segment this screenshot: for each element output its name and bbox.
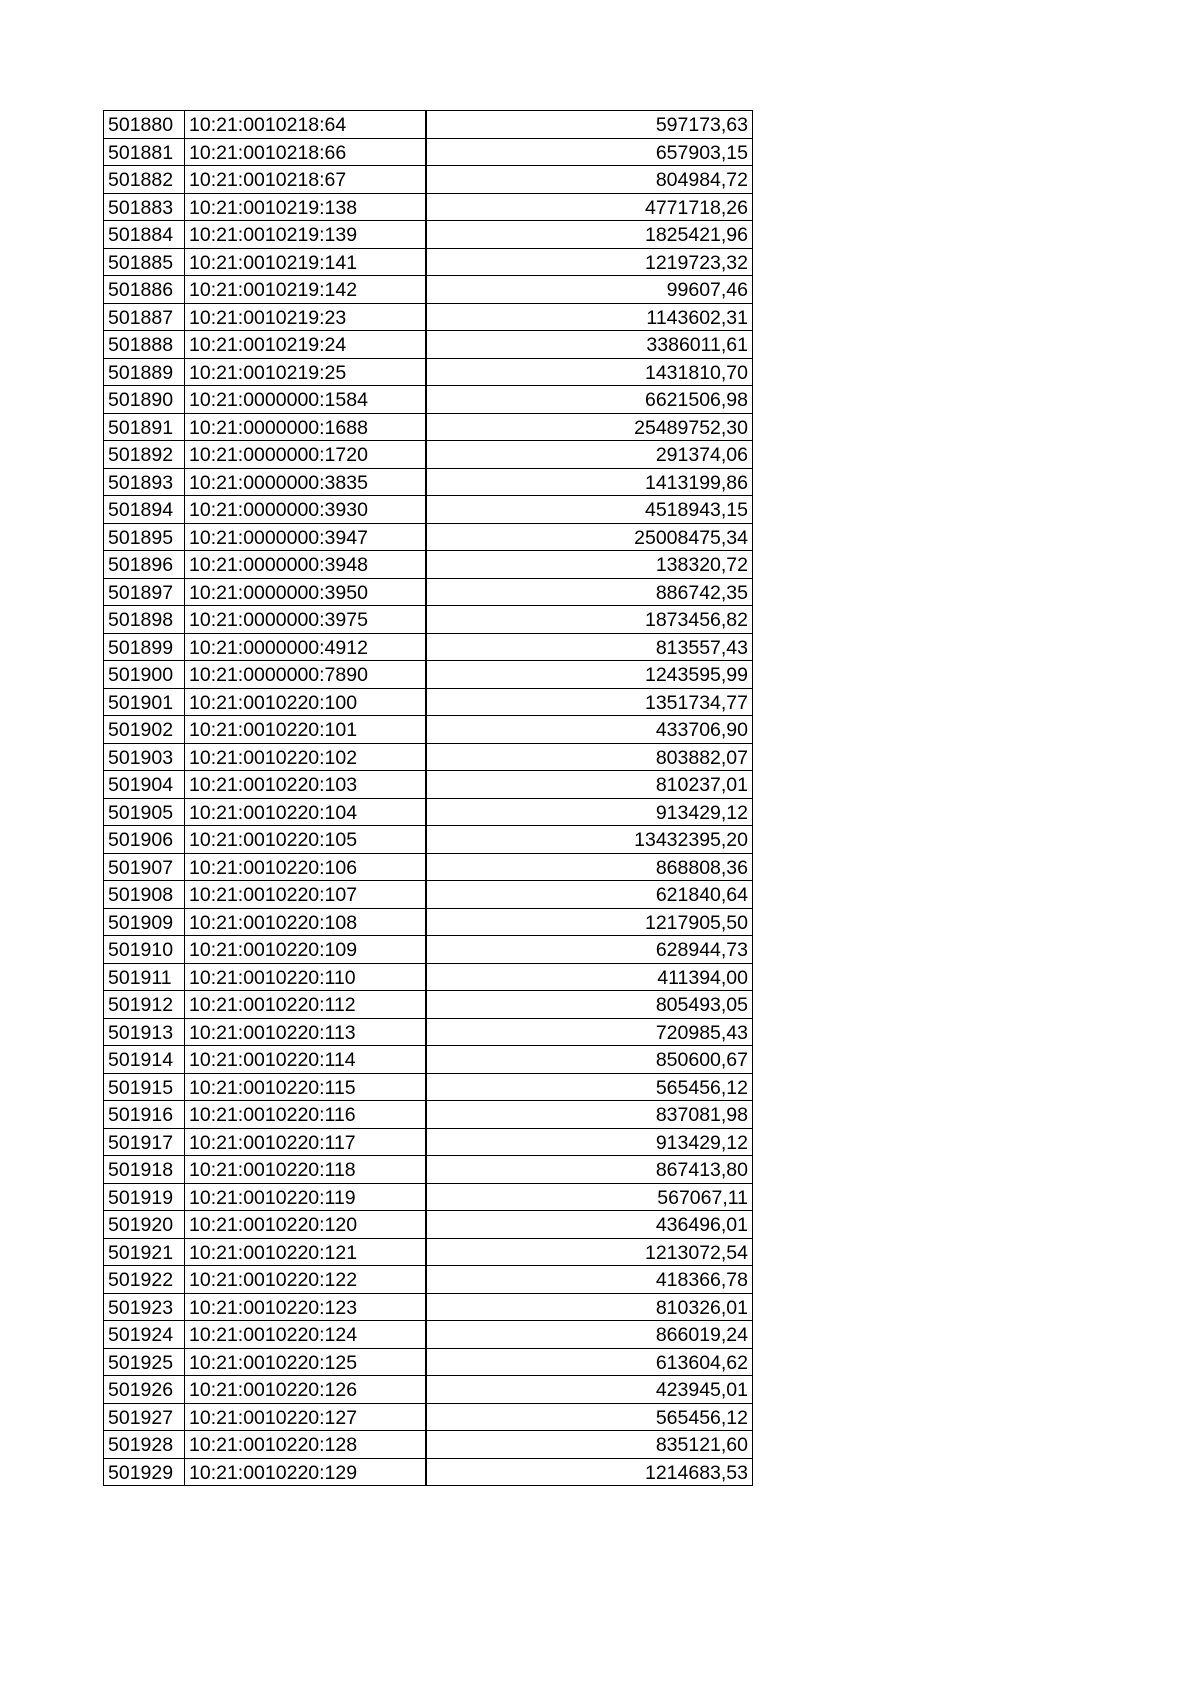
cadastral-number-cell: 10:21:0000000:3835 <box>185 468 426 496</box>
row-number-cell: 501899 <box>104 633 185 661</box>
value-cell: 886742,35 <box>426 578 753 606</box>
row-number-cell: 501902 <box>104 716 185 744</box>
table-row <box>104 743 753 771</box>
table-row <box>104 963 753 991</box>
value-cell: 1217905,50 <box>426 908 753 936</box>
table-row <box>104 523 753 551</box>
value-cell: 25008475,34 <box>426 523 753 551</box>
table-row <box>104 551 753 579</box>
cadastral-number-cell: 10:21:0010219:139 <box>185 221 426 249</box>
row-number-cell: 501915 <box>104 1073 185 1101</box>
value-cell: 810326,01 <box>426 1293 753 1321</box>
value-cell: 25489752,30 <box>426 413 753 441</box>
row-number-cell: 501923 <box>104 1293 185 1321</box>
value-cell: 621840,64 <box>426 881 753 909</box>
table-row <box>104 1156 753 1184</box>
value-cell: 423945,01 <box>426 1376 753 1404</box>
data-table <box>103 110 753 1486</box>
table-row <box>104 1431 753 1459</box>
value-cell: 6621506,98 <box>426 386 753 414</box>
cadastral-number-cell: 10:21:0000000:3947 <box>185 523 426 551</box>
cadastral-number-cell: 10:21:0010219:25 <box>185 358 426 386</box>
table-row <box>104 496 753 524</box>
table-row <box>104 1183 753 1211</box>
value-cell: 813557,43 <box>426 633 753 661</box>
value-cell: 868808,36 <box>426 853 753 881</box>
value-cell: 850600,67 <box>426 1046 753 1074</box>
cadastral-number-cell: 10:21:0000000:3930 <box>185 496 426 524</box>
row-number-cell: 501908 <box>104 881 185 909</box>
row-number-cell: 501926 <box>104 1376 185 1404</box>
value-cell: 835121,60 <box>426 1431 753 1459</box>
value-cell: 597173,63 <box>426 111 753 139</box>
cadastral-number-cell: 10:21:0010220:108 <box>185 908 426 936</box>
value-cell: 567067,11 <box>426 1183 753 1211</box>
table-row <box>104 1238 753 1266</box>
cadastral-number-cell: 10:21:0010218:64 <box>185 111 426 139</box>
table-row <box>104 166 753 194</box>
row-number-cell: 501890 <box>104 386 185 414</box>
cadastral-number-cell: 10:21:0010220:118 <box>185 1156 426 1184</box>
table-row <box>104 633 753 661</box>
value-cell: 628944,73 <box>426 936 753 964</box>
table-row <box>104 276 753 304</box>
table-row <box>104 1458 753 1486</box>
table-row <box>104 578 753 606</box>
value-cell: 411394,00 <box>426 963 753 991</box>
row-number-cell: 501892 <box>104 441 185 469</box>
row-number-cell: 501893 <box>104 468 185 496</box>
row-number-cell: 501891 <box>104 413 185 441</box>
value-cell: 13432395,20 <box>426 826 753 854</box>
table-row <box>104 1128 753 1156</box>
cadastral-number-cell: 10:21:0000000:1720 <box>185 441 426 469</box>
row-number-cell: 501918 <box>104 1156 185 1184</box>
row-number-cell: 501900 <box>104 661 185 689</box>
row-number-cell: 501910 <box>104 936 185 964</box>
value-cell: 418366,78 <box>426 1266 753 1294</box>
cadastral-number-cell: 10:21:0010220:126 <box>185 1376 426 1404</box>
row-number-cell: 501901 <box>104 688 185 716</box>
table-row <box>104 936 753 964</box>
value-cell: 1143602,31 <box>426 303 753 331</box>
cadastral-number-cell: 10:21:0010220:112 <box>185 991 426 1019</box>
table-row <box>104 1293 753 1321</box>
row-number-cell: 501906 <box>104 826 185 854</box>
value-cell: 810237,01 <box>426 771 753 799</box>
row-number-cell: 501889 <box>104 358 185 386</box>
cadastral-number-cell: 10:21:0010220:124 <box>185 1321 426 1349</box>
row-number-cell: 501886 <box>104 276 185 304</box>
row-number-cell: 501903 <box>104 743 185 771</box>
table-row <box>104 138 753 166</box>
value-cell: 138320,72 <box>426 551 753 579</box>
row-number-cell: 501922 <box>104 1266 185 1294</box>
table-row <box>104 1018 753 1046</box>
cadastral-number-cell: 10:21:0010219:24 <box>185 331 426 359</box>
cadastral-number-cell: 10:21:0010220:103 <box>185 771 426 799</box>
cadastral-number-cell: 10:21:0010218:66 <box>185 138 426 166</box>
row-number-cell: 501919 <box>104 1183 185 1211</box>
table-row <box>104 248 753 276</box>
value-cell: 3386011,61 <box>426 331 753 359</box>
table-body <box>104 111 753 1486</box>
cadastral-number-cell: 10:21:0000000:7890 <box>185 661 426 689</box>
cadastral-number-cell: 10:21:0000000:3948 <box>185 551 426 579</box>
cadastral-number-cell: 10:21:0010220:101 <box>185 716 426 744</box>
cadastral-number-cell: 10:21:0010220:128 <box>185 1431 426 1459</box>
row-number-cell: 501914 <box>104 1046 185 1074</box>
cadastral-number-cell: 10:21:0010220:109 <box>185 936 426 964</box>
table-row <box>104 303 753 331</box>
table-row <box>104 1348 753 1376</box>
value-cell: 565456,12 <box>426 1403 753 1431</box>
cadastral-number-cell: 10:21:0010218:67 <box>185 166 426 194</box>
table-row <box>104 1266 753 1294</box>
value-cell: 804984,72 <box>426 166 753 194</box>
table-row <box>104 908 753 936</box>
row-number-cell: 501928 <box>104 1431 185 1459</box>
row-number-cell: 501924 <box>104 1321 185 1349</box>
table-row <box>104 853 753 881</box>
value-cell: 291374,06 <box>426 441 753 469</box>
table-row <box>104 1073 753 1101</box>
value-cell: 1431810,70 <box>426 358 753 386</box>
value-cell: 1351734,77 <box>426 688 753 716</box>
table-row <box>104 193 753 221</box>
value-cell: 565456,12 <box>426 1073 753 1101</box>
table-row <box>104 1101 753 1129</box>
row-number-cell: 501913 <box>104 1018 185 1046</box>
cadastral-number-cell: 10:21:0010220:117 <box>185 1128 426 1156</box>
cadastral-number-cell: 10:21:0000000:4912 <box>185 633 426 661</box>
cadastral-number-cell: 10:21:0010220:100 <box>185 688 426 716</box>
value-cell: 4518943,15 <box>426 496 753 524</box>
table-row <box>104 661 753 689</box>
table-row <box>104 386 753 414</box>
table-row <box>104 358 753 386</box>
cadastral-number-cell: 10:21:0010220:120 <box>185 1211 426 1239</box>
cadastral-number-cell: 10:21:0010220:114 <box>185 1046 426 1074</box>
row-number-cell: 501885 <box>104 248 185 276</box>
value-cell: 436496,01 <box>426 1211 753 1239</box>
table-row <box>104 1321 753 1349</box>
value-cell: 803882,07 <box>426 743 753 771</box>
table-row <box>104 111 753 139</box>
table-row <box>104 1211 753 1239</box>
value-cell: 1243595,99 <box>426 661 753 689</box>
cadastral-number-cell: 10:21:0010220:113 <box>185 1018 426 1046</box>
table-row <box>104 606 753 634</box>
cadastral-number-cell: 10:21:0000000:1688 <box>185 413 426 441</box>
value-cell: 805493,05 <box>426 991 753 1019</box>
row-number-cell: 501929 <box>104 1458 185 1486</box>
value-cell: 1825421,96 <box>426 221 753 249</box>
row-number-cell: 501925 <box>104 1348 185 1376</box>
row-number-cell: 501881 <box>104 138 185 166</box>
value-cell: 720985,43 <box>426 1018 753 1046</box>
value-cell: 866019,24 <box>426 1321 753 1349</box>
cadastral-number-cell: 10:21:0010220:127 <box>185 1403 426 1431</box>
value-cell: 1213072,54 <box>426 1238 753 1266</box>
table-row <box>104 688 753 716</box>
value-cell: 837081,98 <box>426 1101 753 1129</box>
table-row <box>104 1046 753 1074</box>
value-cell: 99607,46 <box>426 276 753 304</box>
row-number-cell: 501887 <box>104 303 185 331</box>
table-row <box>104 1403 753 1431</box>
row-number-cell: 501912 <box>104 991 185 1019</box>
table-row <box>104 716 753 744</box>
cadastral-number-cell: 10:21:0010220:119 <box>185 1183 426 1211</box>
cadastral-number-cell: 10:21:0010220:107 <box>185 881 426 909</box>
row-number-cell: 501927 <box>104 1403 185 1431</box>
value-cell: 1413199,86 <box>426 468 753 496</box>
cadastral-number-cell: 10:21:0000000:1584 <box>185 386 426 414</box>
cadastral-number-cell: 10:21:0010220:129 <box>185 1458 426 1486</box>
value-cell: 867413,80 <box>426 1156 753 1184</box>
table-row <box>104 798 753 826</box>
row-number-cell: 501920 <box>104 1211 185 1239</box>
cadastral-number-cell: 10:21:0010219:142 <box>185 276 426 304</box>
row-number-cell: 501896 <box>104 551 185 579</box>
row-number-cell: 501884 <box>104 221 185 249</box>
row-number-cell: 501888 <box>104 331 185 359</box>
row-number-cell: 501904 <box>104 771 185 799</box>
table-row <box>104 1376 753 1404</box>
row-number-cell: 501916 <box>104 1101 185 1129</box>
cadastral-number-cell: 10:21:0010220:105 <box>185 826 426 854</box>
row-number-cell: 501907 <box>104 853 185 881</box>
table-row <box>104 468 753 496</box>
cadastral-number-cell: 10:21:0010219:138 <box>185 193 426 221</box>
cadastral-number-cell: 10:21:0010220:115 <box>185 1073 426 1101</box>
row-number-cell: 501882 <box>104 166 185 194</box>
row-number-cell: 501894 <box>104 496 185 524</box>
row-number-cell: 501917 <box>104 1128 185 1156</box>
value-cell: 4771718,26 <box>426 193 753 221</box>
table-row <box>104 771 753 799</box>
value-cell: 613604,62 <box>426 1348 753 1376</box>
table-row <box>104 441 753 469</box>
cadastral-number-cell: 10:21:0010220:125 <box>185 1348 426 1376</box>
table-row <box>104 881 753 909</box>
row-number-cell: 501880 <box>104 111 185 139</box>
cadastral-number-cell: 10:21:0010220:102 <box>185 743 426 771</box>
value-cell: 657903,15 <box>426 138 753 166</box>
cadastral-number-cell: 10:21:0000000:3975 <box>185 606 426 634</box>
row-number-cell: 501883 <box>104 193 185 221</box>
row-number-cell: 501897 <box>104 578 185 606</box>
value-cell: 1219723,32 <box>426 248 753 276</box>
cadastral-number-cell: 10:21:0010220:121 <box>185 1238 426 1266</box>
table-row <box>104 413 753 441</box>
value-cell: 913429,12 <box>426 798 753 826</box>
table-row <box>104 331 753 359</box>
table-row <box>104 221 753 249</box>
cadastral-number-cell: 10:21:0010220:106 <box>185 853 426 881</box>
cadastral-number-cell: 10:21:0010220:122 <box>185 1266 426 1294</box>
cadastral-number-cell: 10:21:0010220:104 <box>185 798 426 826</box>
value-cell: 1873456,82 <box>426 606 753 634</box>
table-row <box>104 991 753 1019</box>
row-number-cell: 501909 <box>104 908 185 936</box>
cadastral-number-cell: 10:21:0010219:141 <box>185 248 426 276</box>
cadastral-number-cell: 10:21:0010220:110 <box>185 963 426 991</box>
cadastral-number-cell: 10:21:0010220:123 <box>185 1293 426 1321</box>
value-cell: 433706,90 <box>426 716 753 744</box>
cadastral-number-cell: 10:21:0010219:23 <box>185 303 426 331</box>
value-cell: 1214683,53 <box>426 1458 753 1486</box>
value-cell: 913429,12 <box>426 1128 753 1156</box>
cadastral-number-cell: 10:21:0010220:116 <box>185 1101 426 1129</box>
row-number-cell: 501921 <box>104 1238 185 1266</box>
row-number-cell: 501898 <box>104 606 185 634</box>
row-number-cell: 501905 <box>104 798 185 826</box>
row-number-cell: 501911 <box>104 963 185 991</box>
row-number-cell: 501895 <box>104 523 185 551</box>
table-row <box>104 826 753 854</box>
cadastral-number-cell: 10:21:0000000:3950 <box>185 578 426 606</box>
